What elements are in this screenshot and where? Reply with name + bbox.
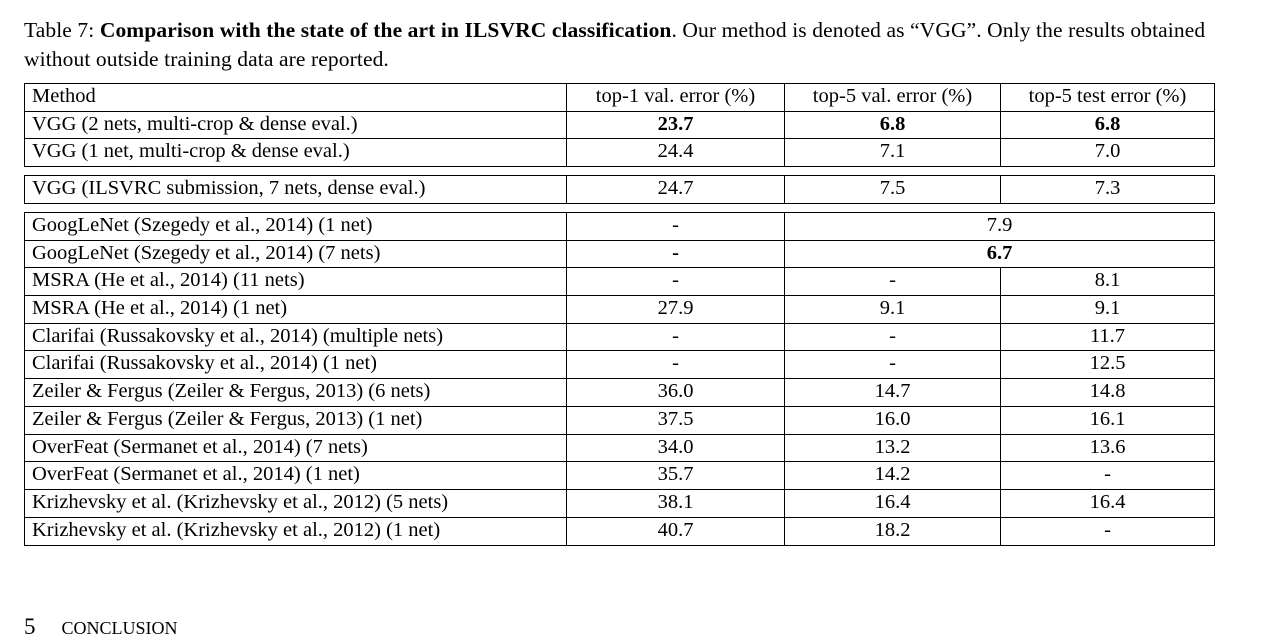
table-caption: [24, 16, 1214, 74]
cell-top1-val-error: -: [567, 212, 785, 240]
cell-top5-test-error: 6.8: [1001, 111, 1215, 139]
table-row: [25, 351, 1215, 379]
cell-top5-test-error: 16.4: [1001, 490, 1215, 518]
cell-method: VGG (2 nets, multi-crop & dense eval.): [25, 111, 567, 139]
group-gap-row: [25, 203, 1215, 212]
table-row-group: [25, 212, 1215, 545]
cell-top5-val-error: -: [785, 323, 1001, 351]
table-row: [25, 323, 1215, 351]
cell-top1-val-error: 37.5: [567, 406, 785, 434]
caption-label: Table 7:: [24, 18, 95, 42]
cell-method: Zeiler & Fergus (Zeiler & Fergus, 2013) (6 nets): [25, 379, 567, 407]
cell-method: Krizhevsky et al. (Krizhevsky et al., 2012) (1 net): [25, 517, 567, 545]
cell-top1-val-error: 24.4: [567, 139, 785, 167]
table-row: [25, 462, 1215, 490]
cell-top5-val-error: 14.7: [785, 379, 1001, 407]
cell-top5-test-error: 8.1: [1001, 268, 1215, 296]
cell-method: GoogLeNet (Szegedy et al., 2014) (7 nets): [25, 240, 567, 268]
cell-top5-val-error: 16.4: [785, 490, 1001, 518]
table-row: [25, 517, 1215, 545]
cell-method: OverFeat (Sermanet et al., 2014) (7 nets): [25, 434, 567, 462]
table-row-group: [25, 176, 1215, 204]
cell-top5-val-error: 6.8: [785, 111, 1001, 139]
cell-top1-val-error: 23.7: [567, 111, 785, 139]
table-row: [25, 111, 1215, 139]
table-row: [25, 490, 1215, 518]
cell-top5-error-merged: 6.7: [785, 240, 1215, 268]
column-header-top5-test-error: top-5 test error (%): [1001, 84, 1215, 112]
cell-method: Clarifai (Russakovsky et al., 2014) (1 net): [25, 351, 567, 379]
table-row: [25, 406, 1215, 434]
cell-top5-val-error: 9.1: [785, 296, 1001, 324]
cell-top5-test-error: -: [1001, 462, 1215, 490]
cell-top5-val-error: -: [785, 268, 1001, 296]
group-gap-row: [25, 167, 1215, 176]
cell-top1-val-error: -: [567, 323, 785, 351]
cell-method: GoogLeNet (Szegedy et al., 2014) (1 net): [25, 212, 567, 240]
cell-top5-test-error: 11.7: [1001, 323, 1215, 351]
cell-method: MSRA (He et al., 2014) (1 net): [25, 296, 567, 324]
cell-top5-test-error: 9.1: [1001, 296, 1215, 324]
table-row: [25, 176, 1215, 204]
section-heading: [24, 612, 178, 642]
cell-top1-val-error: 27.9: [567, 296, 785, 324]
cell-top5-val-error: 14.2: [785, 462, 1001, 490]
table-row: [25, 296, 1215, 324]
cell-method: MSRA (He et al., 2014) (11 nets): [25, 268, 567, 296]
table-row: [25, 379, 1215, 407]
cell-top5-test-error: 16.1: [1001, 406, 1215, 434]
cell-top1-val-error: 34.0: [567, 434, 785, 462]
cell-method: VGG (1 net, multi-crop & dense eval.): [25, 139, 567, 167]
cell-top5-test-error: 13.6: [1001, 434, 1215, 462]
cell-top5-test-error: 7.3: [1001, 176, 1215, 204]
cell-top1-val-error: -: [567, 268, 785, 296]
results-table-container: [24, 83, 1214, 546]
table-group-separator: [25, 167, 1215, 176]
cell-top1-val-error: 38.1: [567, 490, 785, 518]
group-gap-cell: [25, 167, 1215, 176]
table-row: [25, 268, 1215, 296]
table-group-separator: [25, 203, 1215, 212]
cell-method: Clarifai (Russakovsky et al., 2014) (multiple nets): [25, 323, 567, 351]
group-gap-cell: [25, 203, 1215, 212]
table-header: [25, 84, 1215, 112]
section-title: conclusion: [61, 613, 178, 640]
cell-top5-val-error: 18.2: [785, 517, 1001, 545]
cell-method: VGG (ILSVRC submission, 7 nets, dense eval.): [25, 176, 567, 204]
cell-method: OverFeat (Sermanet et al., 2014) (1 net): [25, 462, 567, 490]
cell-top1-val-error: -: [567, 240, 785, 268]
cell-top5-test-error: 7.0: [1001, 139, 1215, 167]
cell-top1-val-error: 24.7: [567, 176, 785, 204]
cell-top5-val-error: 16.0: [785, 406, 1001, 434]
table-row: [25, 434, 1215, 462]
cell-method: Krizhevsky et al. (Krizhevsky et al., 2012) (5 nets): [25, 490, 567, 518]
cell-top1-val-error: 35.7: [567, 462, 785, 490]
cell-top5-val-error: 13.2: [785, 434, 1001, 462]
caption-rest-text: . Our method is denoted as “VGG”. Only the results obtained without outside training data are reported.: [24, 18, 1206, 71]
caption-bold-text: Comparison with the state of the art in ILSVRC classification: [99, 18, 672, 42]
column-header-method: Method: [25, 84, 567, 112]
cell-top5-test-error: 12.5: [1001, 351, 1215, 379]
cell-top5-test-error: 14.8: [1001, 379, 1215, 407]
cell-top5-val-error: 7.5: [785, 176, 1001, 204]
table-row: [25, 139, 1215, 167]
header-row: [25, 84, 1215, 112]
results-table: [24, 83, 1215, 546]
table-row: [25, 240, 1215, 268]
cell-method: Zeiler & Fergus (Zeiler & Fergus, 2013) (1 net): [25, 406, 567, 434]
cell-top1-val-error: 40.7: [567, 517, 785, 545]
section-number: 5: [24, 614, 36, 639]
table-row-group: [25, 111, 1215, 166]
column-header-top1-val-error: top-1 val. error (%): [567, 84, 785, 112]
table-row: [25, 212, 1215, 240]
cell-top5-val-error: -: [785, 351, 1001, 379]
cell-top5-test-error: -: [1001, 517, 1215, 545]
cell-top1-val-error: 36.0: [567, 379, 785, 407]
cell-top1-val-error: -: [567, 351, 785, 379]
column-header-top5-val-error: top-5 val. error (%): [785, 84, 1001, 112]
cell-top5-val-error: 7.1: [785, 139, 1001, 167]
cell-top5-error-merged: 7.9: [785, 212, 1215, 240]
